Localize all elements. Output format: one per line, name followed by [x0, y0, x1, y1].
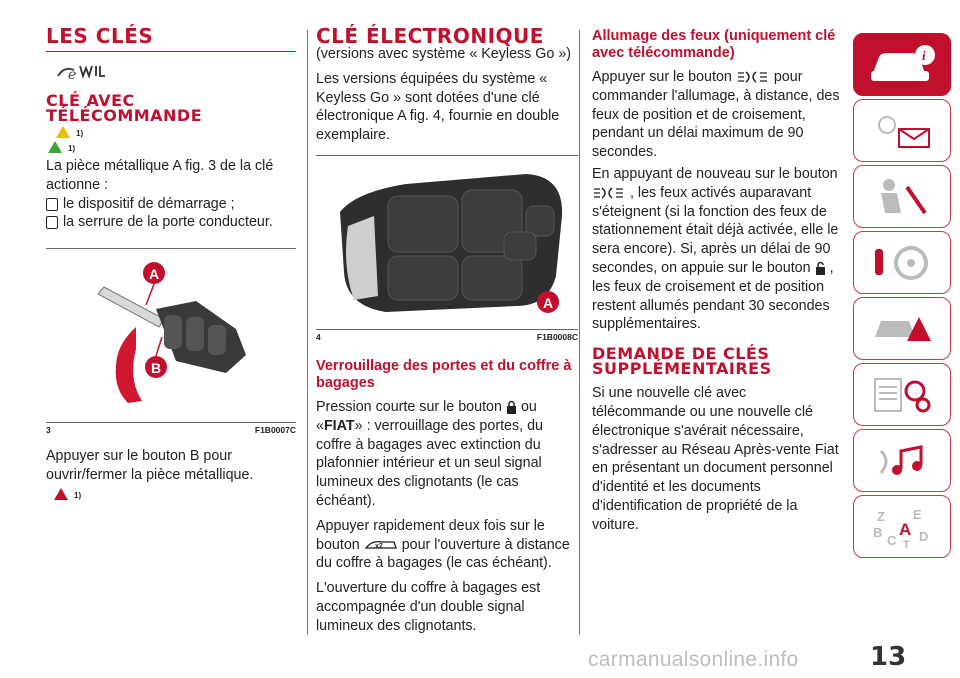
title-underline — [46, 51, 296, 52]
svg-text:A: A — [899, 519, 912, 539]
paragraph-keyless-description: Les versions équipées du système « Keyless Go » sont dotées d'une clé électronique A fig. 4, fournie en double exemplaire. — [316, 70, 560, 144]
watermark: carmanualsonline.info — [588, 648, 799, 671]
alphabetical-index-icon — [867, 505, 937, 549]
paragraph-double-press: Appuyer rapidement deux fois sur le bouton x2 pour l'ouverture à distance du coffre à bagages (le cas échéant). — [316, 517, 570, 572]
subtitle-lights: Allumage des feux (uniquement clé avec télécommande) — [592, 28, 836, 61]
trunk-x2-icon — [364, 538, 398, 552]
headlights-icon — [736, 70, 770, 84]
maintenance-icon — [867, 373, 937, 417]
emergency-car-icon — [867, 307, 937, 351]
svg-text:A: A — [543, 294, 554, 311]
warning-lights-icon — [867, 109, 937, 153]
tab-multimedia[interactable] — [853, 429, 951, 492]
section-title-cle-telecommande: CLÉ AVEC TÉLÉCOMMANDE — [46, 91, 203, 125]
warning-triangle-icon — [56, 126, 70, 138]
car-info-icon — [867, 43, 937, 87]
unlock-icon — [815, 261, 826, 275]
figure-4 — [316, 155, 578, 342]
column-2 — [316, 24, 578, 636]
svg-text:i: i — [922, 47, 926, 63]
bullet-door-lock: la serrure de la porte conducteur. — [46, 213, 296, 232]
column-3 — [592, 28, 840, 535]
figure-3-caption: 3 F1B0007C — [46, 422, 296, 435]
section-title-cle-electronique: CLÉ ÉLECTRONIQUE — [316, 24, 544, 48]
warning-note-2: 1) — [48, 141, 296, 153]
warning-note-1: 1) — [56, 126, 296, 138]
environment-icon — [48, 141, 62, 153]
paragraph-keyless-versions: (versions avec système « Keyless Go ») — [316, 46, 572, 62]
section-title-les-cles: LES CLÉS — [46, 24, 154, 48]
paragraph-short-press: Pression courte sur le bouton ou «FIAT» : verrouillage des portes, du coffre à bagages avec extinction du plafonnier intérieur et un seul signal lumineux des clignotants (le cas échéant). — [316, 398, 544, 509]
warning-note-3: 1) — [54, 488, 296, 500]
safety-seat-icon — [867, 175, 937, 219]
tab-starting-driving[interactable] — [853, 231, 951, 294]
figure-3 — [46, 248, 296, 435]
danger-triangle-icon — [54, 488, 68, 500]
svg-text:B: B — [873, 524, 883, 540]
column-divider-2 — [579, 30, 580, 635]
multimedia-icon — [867, 439, 937, 483]
subtitle-locking: Verrouillage des portes et du coffre à bagages — [316, 357, 572, 391]
svg-text:C: C — [887, 532, 897, 548]
flip-key-illustration — [46, 249, 296, 417]
tab-maintenance[interactable] — [853, 363, 951, 426]
paragraph-lights-on: Appuyer sur le bouton pour commander l'allumage, à distance, des feux de position et de croisement, pendant un délai maximum de 90 secondes. — [592, 69, 840, 161]
svg-text:Z: Z — [877, 508, 885, 524]
lock-icon — [506, 400, 517, 414]
ewifi-icon — [54, 60, 296, 87]
paragraph-lights-off: En appuyant de nouveau sur le bouton , les feux activés auparavant s'éteignent (si la fonction des feux de stationnement était déjà activée, elle le sera encore). Si, après un délai de 90 secondes, on appuie sur le bouton , les feux de croisement et de position restent allumés pendant 30 secondes supplémentaires. — [592, 165, 839, 333]
page-number: 13 — [870, 642, 907, 672]
electronic-key-illustration — [316, 156, 578, 324]
chapter-tabs — [853, 33, 951, 561]
checkbox-bullet-icon — [46, 198, 58, 211]
checkbox-bullet-icon — [46, 216, 58, 229]
column-1 — [46, 24, 296, 502]
svg-text:E: E — [913, 506, 922, 522]
tab-safety[interactable] — [853, 165, 951, 228]
tab-dashboard-info[interactable] — [853, 33, 951, 96]
svg-text:x2: x2 — [374, 542, 383, 550]
paragraph-metal-part: La pièce métallique A fig. 3 de la clé actionne : — [46, 158, 274, 193]
tab-index[interactable] — [853, 495, 951, 558]
svg-text:D: D — [919, 528, 929, 544]
paragraph-extra-keys: Si une nouvelle clé avec télécommande ou une nouvelle clé électronique s'avérait nécessaire, s'adresser au Réseau Après-vente Fiat en présentant un document personnel d'identité et les documents d'identification de propriété de la voiture. — [592, 385, 839, 533]
section-title-extra-keys: DEMANDE DE CLÉS SUPPLÉMENTAIRES — [592, 344, 772, 379]
svg-text:e: e — [68, 67, 77, 82]
svg-text:B: B — [151, 360, 162, 377]
paragraph-button-b: Appuyer sur le bouton B pour ouvrir/fermer la pièce métallique. — [46, 448, 254, 483]
svg-text:A: A — [149, 266, 160, 283]
svg-text:T: T — [903, 538, 910, 549]
bullet-ignition: le dispositif de démarrage ; — [46, 195, 296, 214]
column-divider-1 — [307, 30, 308, 635]
figure-4-caption: 4 F1B0008C — [316, 329, 578, 342]
tab-lights-messages[interactable] — [853, 99, 951, 162]
tab-emergency[interactable] — [853, 297, 951, 360]
headlights-icon — [592, 186, 626, 200]
paragraph-trunk-opening: L'ouverture du coffre à bagages est accompagnée d'un double signal lumineux des clignotants. — [316, 580, 541, 634]
steering-wheel-icon — [867, 241, 937, 285]
